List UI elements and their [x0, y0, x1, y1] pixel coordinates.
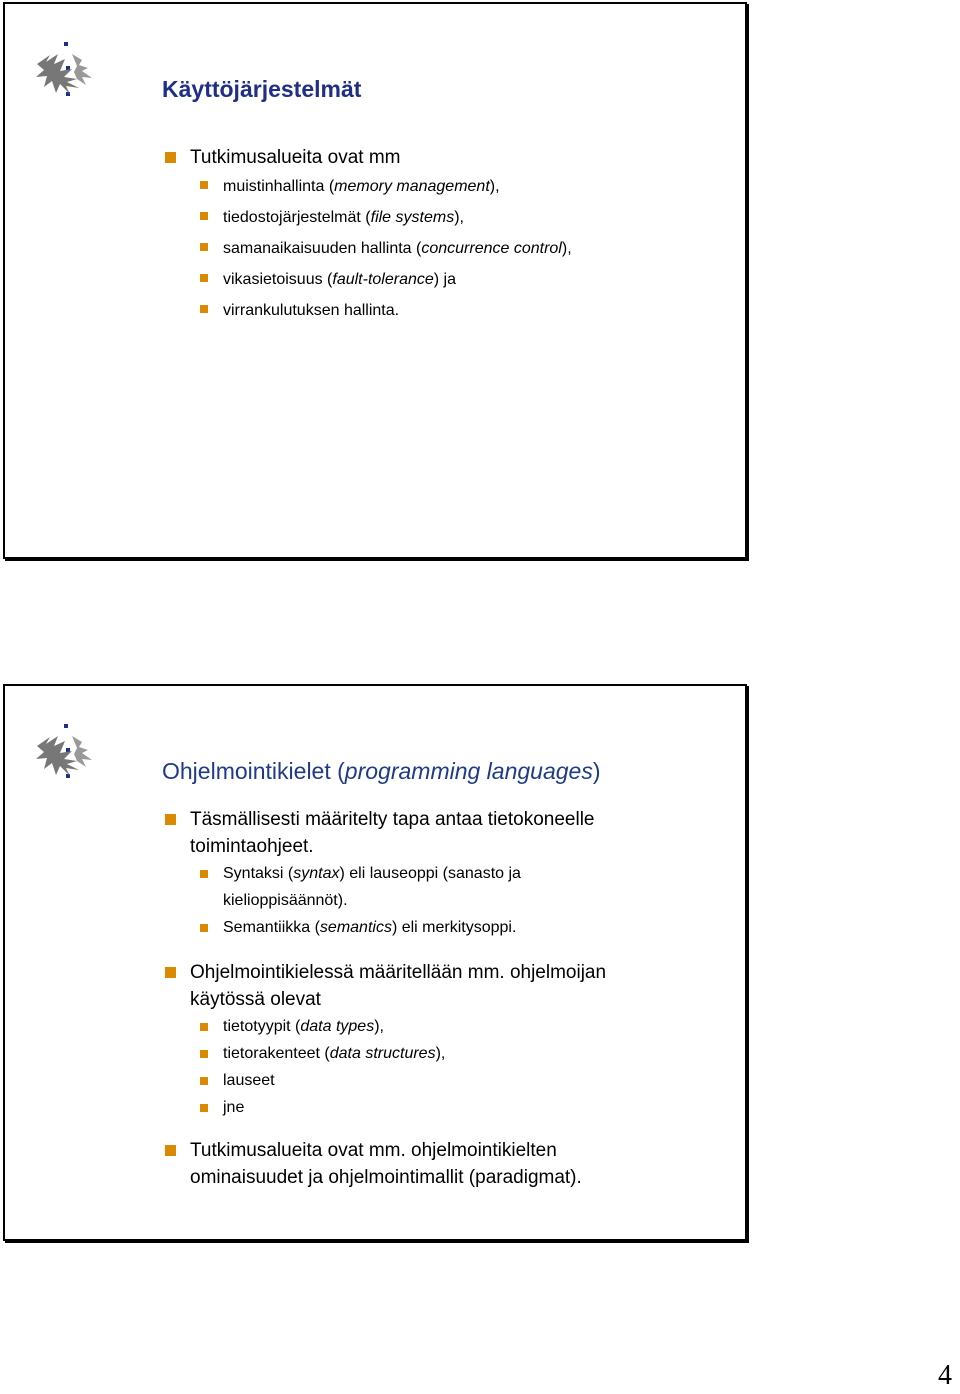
- page-number: 4: [938, 1360, 952, 1391]
- bullet-definition: Täsmällisesti määritelty tapa antaa tietokoneelle toimintaohjeet.: [163, 806, 725, 860]
- sub-bullet-memory: muistinhallinta (memory management),: [163, 171, 725, 202]
- sub-bullet-concurrence: samanaikaisuuden hallinta (concurrence control),: [163, 233, 725, 264]
- sub-bullet-files: tiedostojärjestelmät (file systems),: [163, 202, 725, 233]
- sub-bullet-data-structures: tietorakenteet (data structures),: [163, 1040, 725, 1067]
- spacer: [163, 1121, 725, 1137]
- bullet-language-defines: Ohjelmointikielessä määritellään mm. ohjelmoijan käytössä olevat: [163, 959, 725, 1013]
- sub-bullet-syntax: Syntaksi (syntax) eli lauseoppi (sanasto ja kielioppisäännöt).: [163, 860, 725, 914]
- university-logo-icon: [32, 720, 100, 784]
- slide-1: [3, 2, 747, 559]
- slide-1-title: Käyttöjärjestelmät: [162, 76, 362, 102]
- bullet-research-areas: Tutkimusalueita ovat mm: [163, 144, 725, 171]
- slide-2-body: [163, 806, 725, 1191]
- bullet-research-languages: Tutkimusalueita ovat mm. ohjelmointikielten ominaisuudet ja ohjelmointimallit (paradigmat).: [163, 1137, 725, 1191]
- slide-2: [3, 684, 747, 1241]
- university-logo-icon: [32, 38, 100, 102]
- sub-bullet-data-types: tietotyypit (data types),: [163, 1013, 725, 1040]
- spacer: [163, 941, 725, 959]
- sub-bullet-etc: jne: [163, 1094, 725, 1121]
- sub-bullet-statements: lauseet: [163, 1067, 725, 1094]
- slide-2-title: Ohjelmointikielet (programming languages): [162, 758, 601, 784]
- sub-bullet-power: virrankulutuksen hallinta.: [163, 295, 725, 326]
- sub-bullet-semantics: Semantiikka (semantics) eli merkitysoppi.: [163, 914, 725, 941]
- sub-bullet-fault-tolerance: vikasietoisuus (fault-tolerance) ja: [163, 264, 725, 295]
- slide-1-body: [163, 144, 725, 326]
